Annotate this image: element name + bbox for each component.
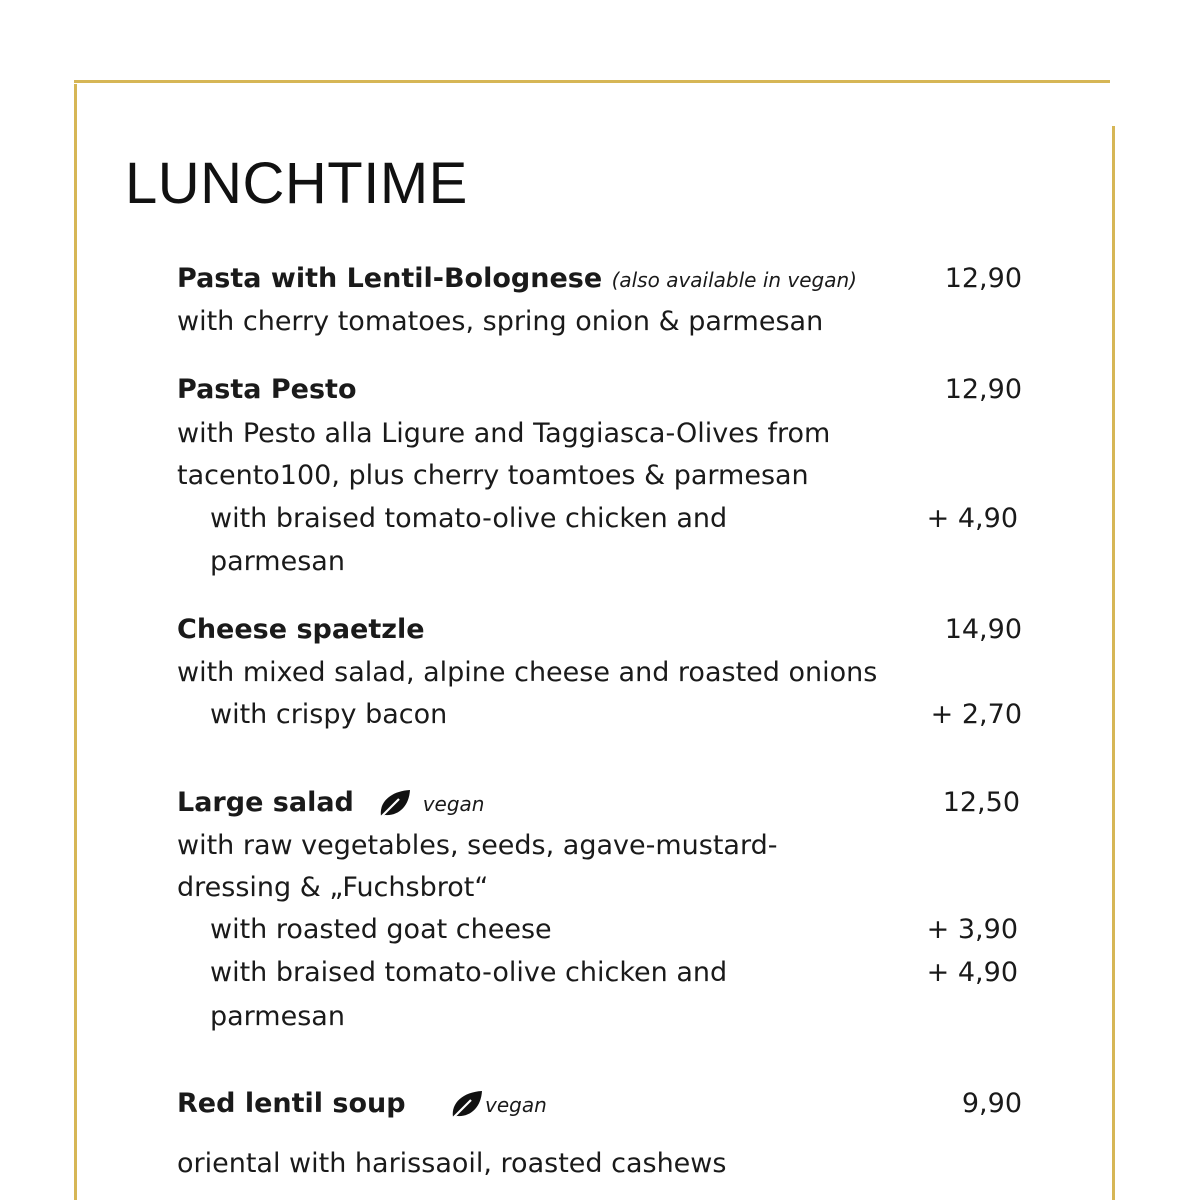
dish-name: Red lentil soup vegan xyxy=(177,1088,547,1119)
dish-name: Pasta Pesto xyxy=(177,374,357,405)
dish-price: 14,90 xyxy=(944,614,1022,645)
dish-description: with raw vegetables, seeds, agave-mustard- xyxy=(177,830,778,861)
leaf-icon xyxy=(449,1089,485,1121)
addon-label: with crispy bacon xyxy=(210,699,448,730)
vegan-tag: vegan xyxy=(422,792,485,816)
leaf-icon xyxy=(377,788,413,820)
vegan-tag: vegan xyxy=(485,1093,547,1117)
addon-label: with braised tomato-olive chicken and xyxy=(210,503,728,534)
dish-note: (also available in vegan) xyxy=(611,268,857,292)
dish-description: tacento100, plus cherry toamtoes & parmesan xyxy=(177,460,809,491)
dish-price: 12,90 xyxy=(944,374,1022,405)
dish-description: with Pesto alla Ligure and Taggiasca-Olives from xyxy=(177,418,831,449)
dish-price: 9,90 xyxy=(961,1088,1022,1119)
dish-description: oriental with harissaoil, roasted cashews xyxy=(177,1148,727,1179)
frame-left-border xyxy=(74,84,77,1200)
dish-name: Pasta with Lentil-Bolognese (also available in vegan) xyxy=(177,263,857,294)
addon-label: with braised tomato-olive chicken and xyxy=(210,957,728,988)
dish-description: with mixed salad, alpine cheese and roasted onions xyxy=(177,657,878,688)
addon-price: + 2,70 xyxy=(930,699,1022,730)
dish-description: dressing & „Fuchsbrot“ xyxy=(177,872,489,903)
dish-name: Cheese spaetzle xyxy=(177,614,425,645)
addon-price: + 4,90 xyxy=(926,503,1018,534)
frame-right-border xyxy=(1112,126,1115,1200)
dish-price: 12,90 xyxy=(944,263,1022,294)
frame-top-border xyxy=(74,80,1110,83)
dish-description: with cherry tomatoes, spring onion & parmesan xyxy=(177,306,824,337)
addon-label: parmesan xyxy=(210,546,345,577)
addon-price: + 4,90 xyxy=(926,957,1018,988)
addon-label: parmesan xyxy=(210,1001,345,1032)
addon-price: + 3,90 xyxy=(926,914,1018,945)
menu-title: LUNCHTIME xyxy=(125,151,468,216)
dish-name: Large salad vegan xyxy=(177,787,485,818)
addon-label: with roasted goat cheese xyxy=(210,914,552,945)
dish-price: 12,50 xyxy=(942,787,1020,818)
